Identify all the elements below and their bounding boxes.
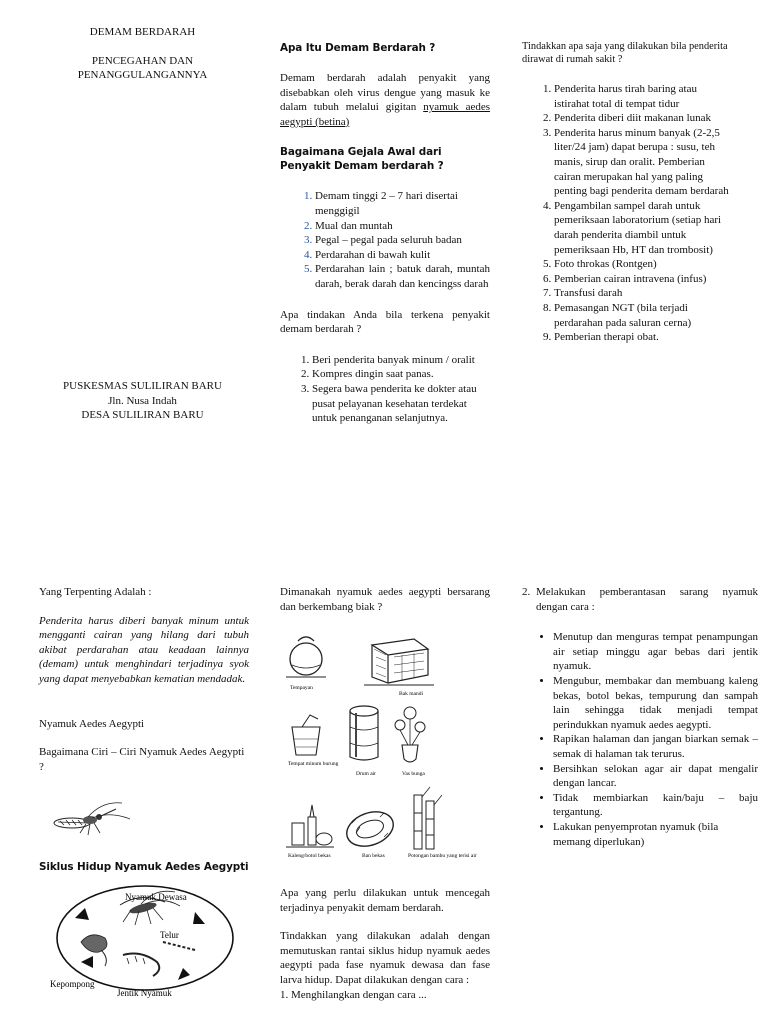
org-village: DESA SULILIRAN BARU: [81, 409, 204, 422]
title: DEMAM BERDARAH: [89, 26, 196, 38]
label-drum: Drum air: [356, 771, 377, 777]
organization-block: [40, 379, 245, 423]
list-item: 1. Demam tinggi 2 – 7 hari disertai menggigil: [315, 189, 490, 218]
life-cycle-diagram: [45, 880, 250, 1005]
symptom-list: [280, 189, 490, 291]
cycle-heading: Siklus Hidup Nyamuk Aedes Aegypti: [39, 861, 249, 873]
label-tire: Ban bekas: [362, 853, 385, 859]
label-pupa: Kepompong: [50, 979, 95, 989]
label-bird-water: Tempat minum burung: [288, 761, 339, 767]
label-cans: Kaleng/botol bekas: [288, 853, 331, 859]
panel-eradication: [522, 585, 758, 849]
list-item: 3. Segera bawa penderita ke dokter atau pusat pelayanan kesehatan terdekat untuk penanganan selanjutnya.: [312, 382, 482, 426]
label-egg: Telur: [160, 930, 179, 940]
definition-body: Demam berdarah adalah penyakit yang disebabkan oleh virus dengue yang masuk ke dalam tubuh melalui gigitan: [280, 72, 490, 114]
eradication-intro: [522, 585, 758, 614]
list-item: • Mengubur, membakar dan membuang kaleng bekas, botol bekas, tempurung dan sampah lain sehingga tidak menjadi tempat perindukkan nyamuk aedes aegypti.: [553, 674, 758, 732]
list-item: 8. Pemasangan NGT (bila terjadi perdarahan pada saluran cerna): [554, 301, 730, 330]
label-adult: Nyamuk Dewasa: [125, 892, 187, 902]
action-question: Apa tindakan Anda bila terkena penyakit demam berdarah ?: [280, 308, 490, 336]
jar-icon: [286, 637, 326, 677]
panel-hospital: [522, 40, 758, 345]
subtitle-line-2: PENANGGULANGANNYA: [77, 69, 208, 82]
hospital-list: [522, 82, 730, 345]
list-item: 2. Kompres dingin saat panas.: [312, 367, 482, 382]
important-text: Penderita harus diberi banyak minum untuk mengganti cairan yang hilang dari tubuh akibat perdarahan atau keadaan lainnya (demam) untuk menghindari terjadinya syok yang dapat menyebabkan kematian mendadak.: [39, 614, 249, 685]
subtitle-line-1: PENCEGAHAN DAN: [91, 54, 194, 67]
list-item: • Tidak membiarkan kain/baju – baju tergantung.: [553, 791, 758, 820]
panel-cover: [40, 25, 245, 83]
list-item: • Rapikan halaman dan jangan biarkan semak – semak di halaman tak terurus.: [553, 732, 758, 761]
panel-prevention: [280, 886, 490, 1002]
definition-text: [280, 71, 490, 129]
mosquito-title: Nyamuk Aedes Aegypti: [39, 717, 145, 730]
list-item: 5. Perdarahan lain ; batuk darah, muntah darah, berak darah dan kencingss darah: [315, 262, 490, 291]
bird-water-icon: [292, 715, 320, 755]
mosquito-illustration: [50, 797, 135, 837]
list-item: 1. Penderita harus tirah baring atau istirahat total di tempat tidur: [554, 82, 730, 111]
breeding-question: Dimanakah nyamuk aedes aegypti bersarang dan berkembang biak ?: [280, 586, 490, 613]
label-vase: Vas bunga: [402, 771, 425, 777]
org-street: Jln. Nusa Indah: [108, 394, 177, 407]
bamboo-icon: [414, 787, 442, 849]
cut-line: 1. Menghilangkan dengan cara ...: [280, 988, 427, 1001]
cans-icon: [286, 805, 334, 847]
panel-what-is: [280, 41, 490, 426]
action-list: [280, 353, 482, 426]
tub-icon: [364, 639, 434, 685]
list-item: • Menutup dan menguras tempat penampungan air setiap minggu agar bebas dari jentik nyamuk.: [553, 630, 758, 674]
label-jar: Tempayan: [290, 685, 313, 691]
list-item: 9. Pemberian therapi obat.: [554, 330, 730, 345]
panel-important: [39, 585, 249, 774]
heading-symptoms: Bagaimana Gejala Awal dari Penyakit Demam berdarah ?: [280, 146, 444, 173]
list-item: 3. Penderita harus minum banyak (2-2,5 liter/24 jam) dapat berupa : susu, teh manis, sirup dan oralit. Pemberian cairan merupakan hal yang paling penting bagi penderita demam berdarah: [554, 126, 730, 199]
ciri-question: Bagaimana Ciri – Ciri Nyamuk Aedes Aegypti ?: [39, 746, 245, 773]
panel-breeding: [280, 585, 490, 614]
important-heading: Yang Terpenting Adalah :: [39, 586, 152, 598]
hospital-intro: Tindakkan apa saja yang dilakukan bila penderita dirawat di rumah sakit ?: [522, 41, 728, 65]
list-item: • Lakukan penyemprotan nyamuk (bila memang diperlukan): [553, 820, 758, 849]
list-item: 5. Foto throkas (Rontgen): [554, 257, 730, 272]
label-tub: Bak mandi: [399, 691, 423, 697]
breeding-places-illustration: [284, 627, 477, 877]
list-item: 1. Beri penderita banyak minum / oralit: [312, 353, 482, 368]
vase-icon: [395, 707, 425, 762]
tire-icon: [342, 806, 398, 852]
drum-icon: [350, 706, 378, 760]
list-item: 3. Pegal – pegal pada seluruh badan: [315, 233, 490, 248]
eradication-list: [522, 630, 758, 849]
intro-text: Melakukan pemberantasan sarang nyamuk dengan cara :: [536, 586, 758, 613]
prevent-question: Apa yang perlu dilakukan untuk mencegah terjadinya penyakit demam berdarah.: [280, 887, 490, 914]
definition-underlined: nyamuk aedes aegypti (betina): [280, 101, 490, 128]
list-item: • Bersihkan selokan agar air dapat mengalir dengan lancar.: [553, 762, 758, 791]
list-item: 4. Pengambilan sampel darah untuk pemeriksaan laboratorium (setiap hari darah penderita diambil untuk pemeriksaan Hb, HT dan trombosit): [554, 199, 730, 257]
action-text: Tindakkan yang dilakukan adalah dengan memutuskan rantai siklus hidup nyamuk aedes aegypti pada fase nyamuk dewasa dan fase larva hidup. Dapat dilakukan dengan cara :: [280, 930, 490, 986]
intro-number: 2.: [522, 586, 531, 598]
list-item: 4. Perdarahan di bawah kulit: [315, 248, 490, 263]
org-name: PUSKESMAS SULILIRAN BARU: [63, 380, 222, 392]
label-bamboo: Potongan bambu yang terisi air: [408, 853, 477, 859]
list-item: 6. Pemberian cairan intravena (infus): [554, 272, 730, 287]
heading-what-is: Apa Itu Demam Berdarah ?: [280, 42, 436, 54]
list-item: 7. Transfusi darah: [554, 286, 730, 301]
label-larva: Jentik Nyamuk: [117, 988, 172, 998]
list-item: 2. Mual dan muntah: [315, 219, 490, 234]
list-item: 2. Penderita diberi diit makanan lunak: [554, 111, 730, 126]
